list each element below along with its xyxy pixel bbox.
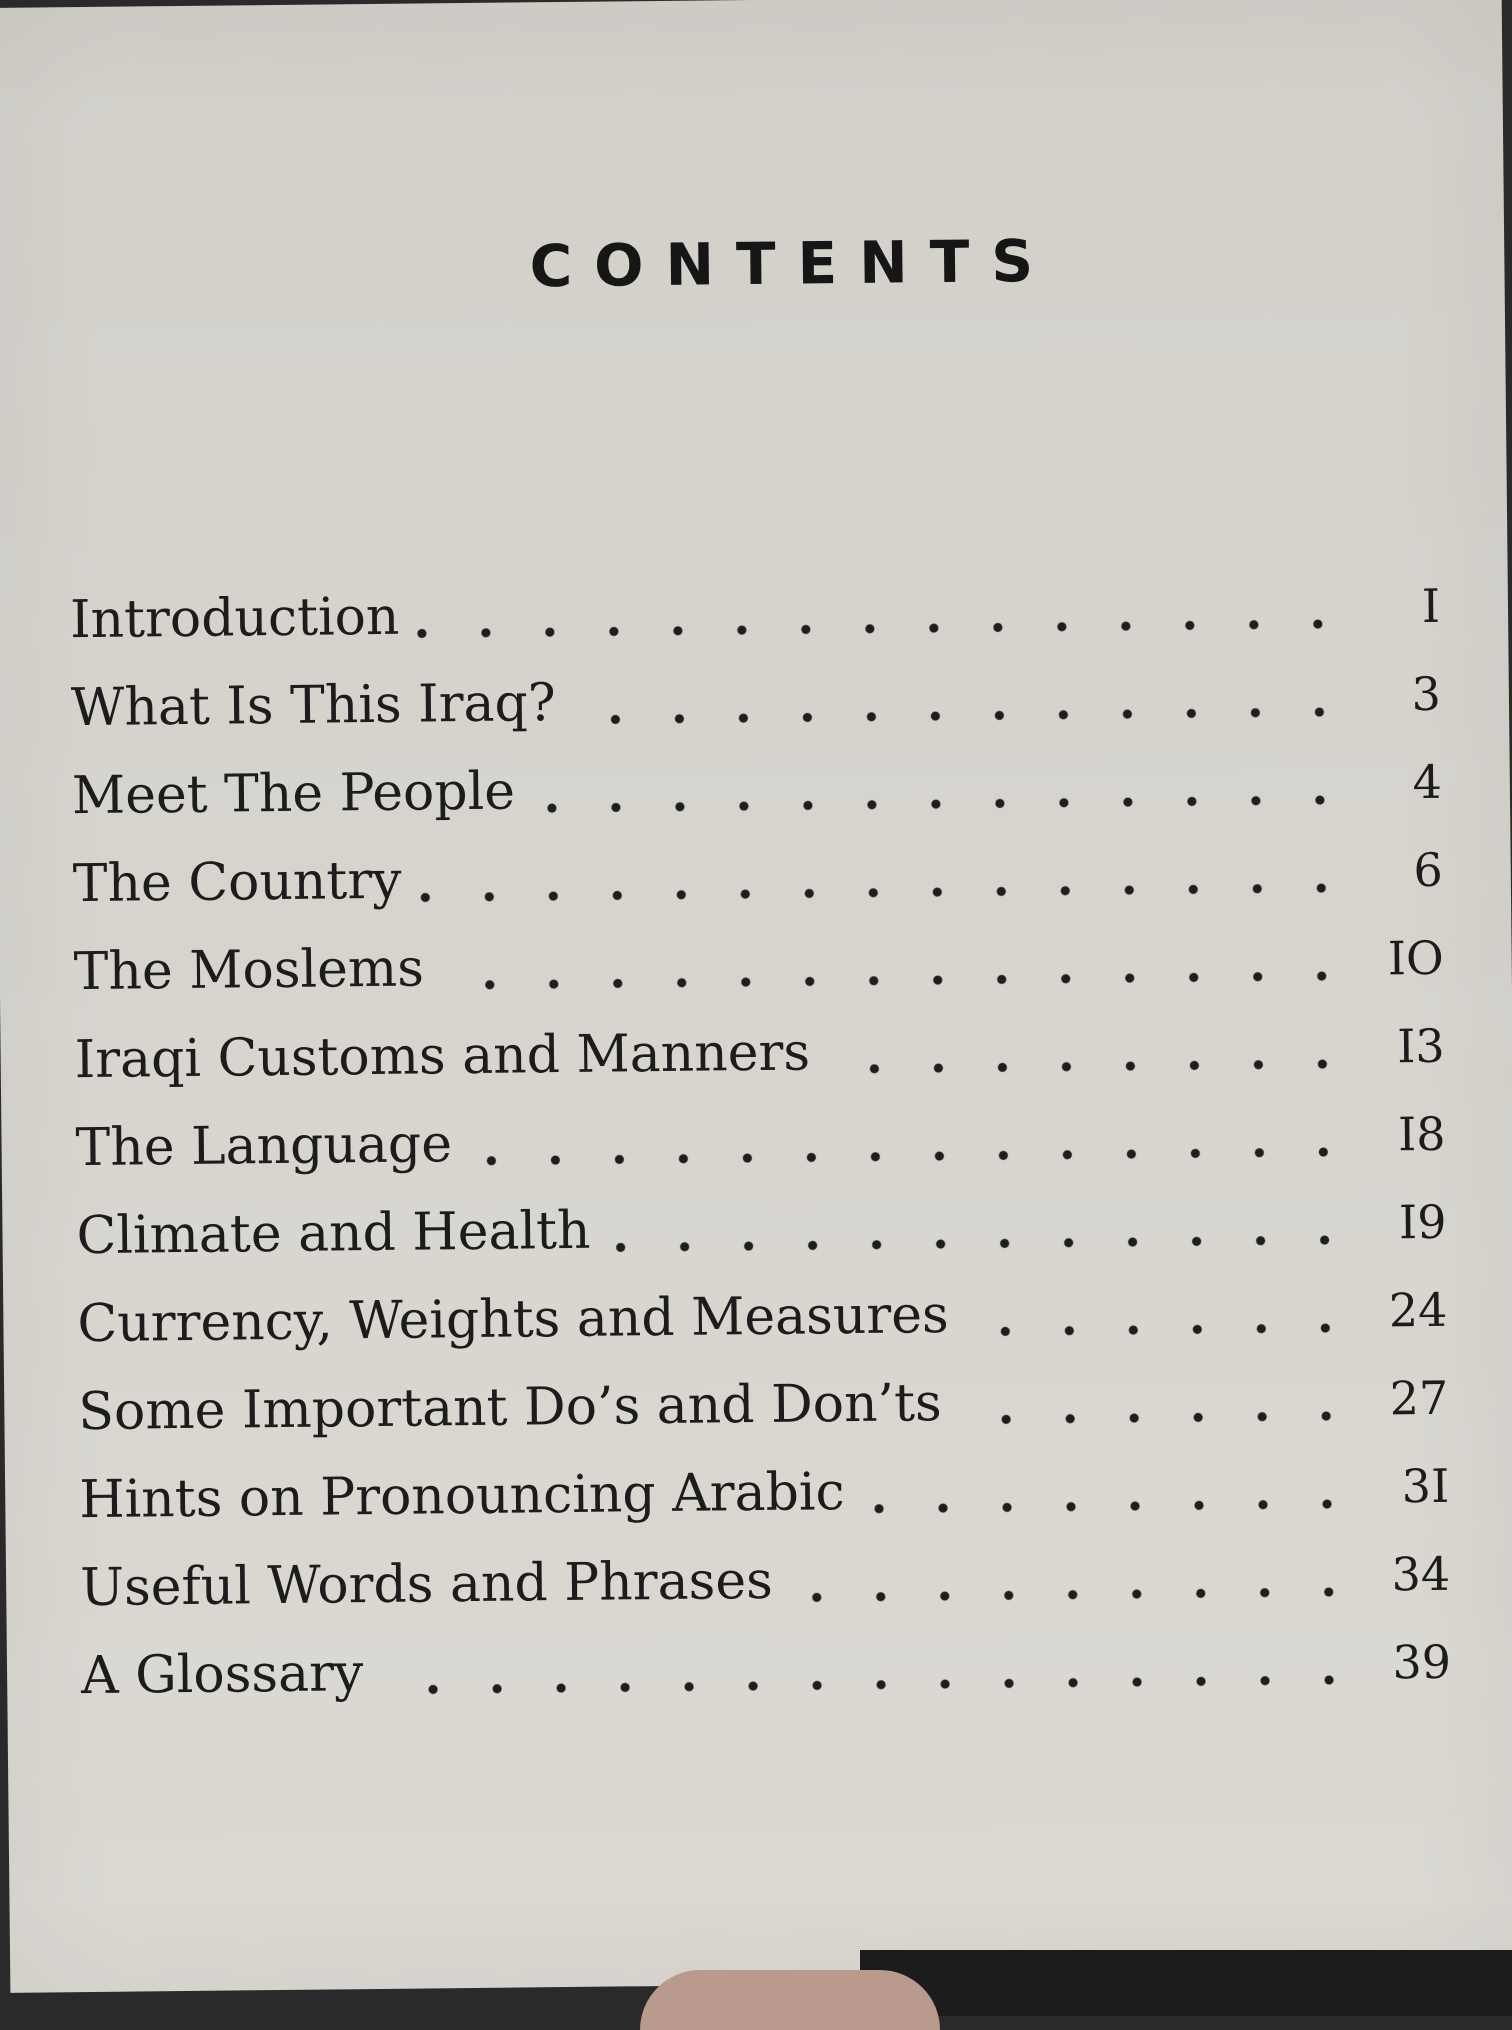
dot-leader [955, 1364, 1358, 1438]
dot-leader [529, 748, 1353, 827]
toc-entry [79, 1433, 1450, 1535]
dot-leader [786, 1540, 1360, 1616]
toc-entry-page: 27 [1389, 1370, 1449, 1426]
toc-entry-title: Introduction [69, 586, 400, 651]
toc-entry [76, 1169, 1447, 1271]
dot-leader [437, 924, 1354, 1004]
toc-entry-page: 39 [1392, 1634, 1452, 1690]
dot-leader [466, 1100, 1356, 1179]
toc-entry [74, 993, 1445, 1095]
toc-entry-title: The Moslems [73, 938, 425, 1003]
toc-entry-page: 6 [1413, 842, 1444, 898]
toc-entry-page: I9 [1398, 1194, 1447, 1250]
toc-entry-title: Climate and Health [76, 1200, 591, 1267]
toc-entry-title: Currency, Weights and Measures [77, 1285, 949, 1355]
toc-entry-page: 3I [1401, 1458, 1450, 1514]
toc-entry-title: A Glossary [80, 1643, 364, 1707]
table-of-contents [70, 553, 1452, 1711]
toc-entry-title: Some Important Do’s and Don’ts [78, 1373, 942, 1443]
toc-entry [72, 817, 1443, 919]
toc-entry-page: 34 [1391, 1546, 1451, 1602]
toc-entry-title: Useful Words and Phrases [79, 1550, 774, 1619]
toc-entry-title: Iraqi Customs and Manners [74, 1022, 811, 1091]
toc-entry-title: The Country [72, 850, 402, 915]
toc-entry [81, 1609, 1452, 1711]
toc-entry-page: 24 [1388, 1282, 1448, 1338]
toc-entry [77, 1257, 1448, 1359]
toc-entry [80, 1521, 1451, 1623]
toc-entry-page: IO [1387, 930, 1444, 986]
dot-leader [415, 836, 1353, 916]
toc-entry-title: Hints on Pronouncing Arabic [78, 1462, 845, 1531]
thumb [640, 1970, 940, 2030]
toc-entry-page: 4 [1412, 754, 1443, 810]
toc-entry-page: 3 [1411, 666, 1442, 722]
toc-entry [70, 641, 1441, 743]
dot-leader [858, 1452, 1359, 1527]
dot-leader [569, 660, 1351, 738]
toc-entry-page: I [1421, 578, 1441, 634]
dot-leader [413, 572, 1350, 652]
toc-entry [73, 905, 1444, 1007]
toc-entry [78, 1345, 1449, 1447]
toc-entry-page: I3 [1396, 1018, 1445, 1074]
page-title: CONTENTS [529, 226, 1056, 301]
dot-leader [962, 1276, 1357, 1350]
toc-entry [75, 1081, 1446, 1183]
dot-leader [824, 1012, 1355, 1088]
desk-shadow [860, 1950, 1512, 2016]
toc-entry-title: The Language [75, 1114, 453, 1179]
toc-entry [71, 729, 1442, 831]
toc-entry [70, 553, 1441, 655]
toc-entry-title: Meet The People [71, 761, 516, 827]
toc-entry-page: I8 [1397, 1106, 1446, 1162]
dot-leader [377, 1628, 1362, 1708]
dot-leader [604, 1188, 1357, 1266]
toc-entry-title: What Is This Iraq? [70, 673, 556, 739]
